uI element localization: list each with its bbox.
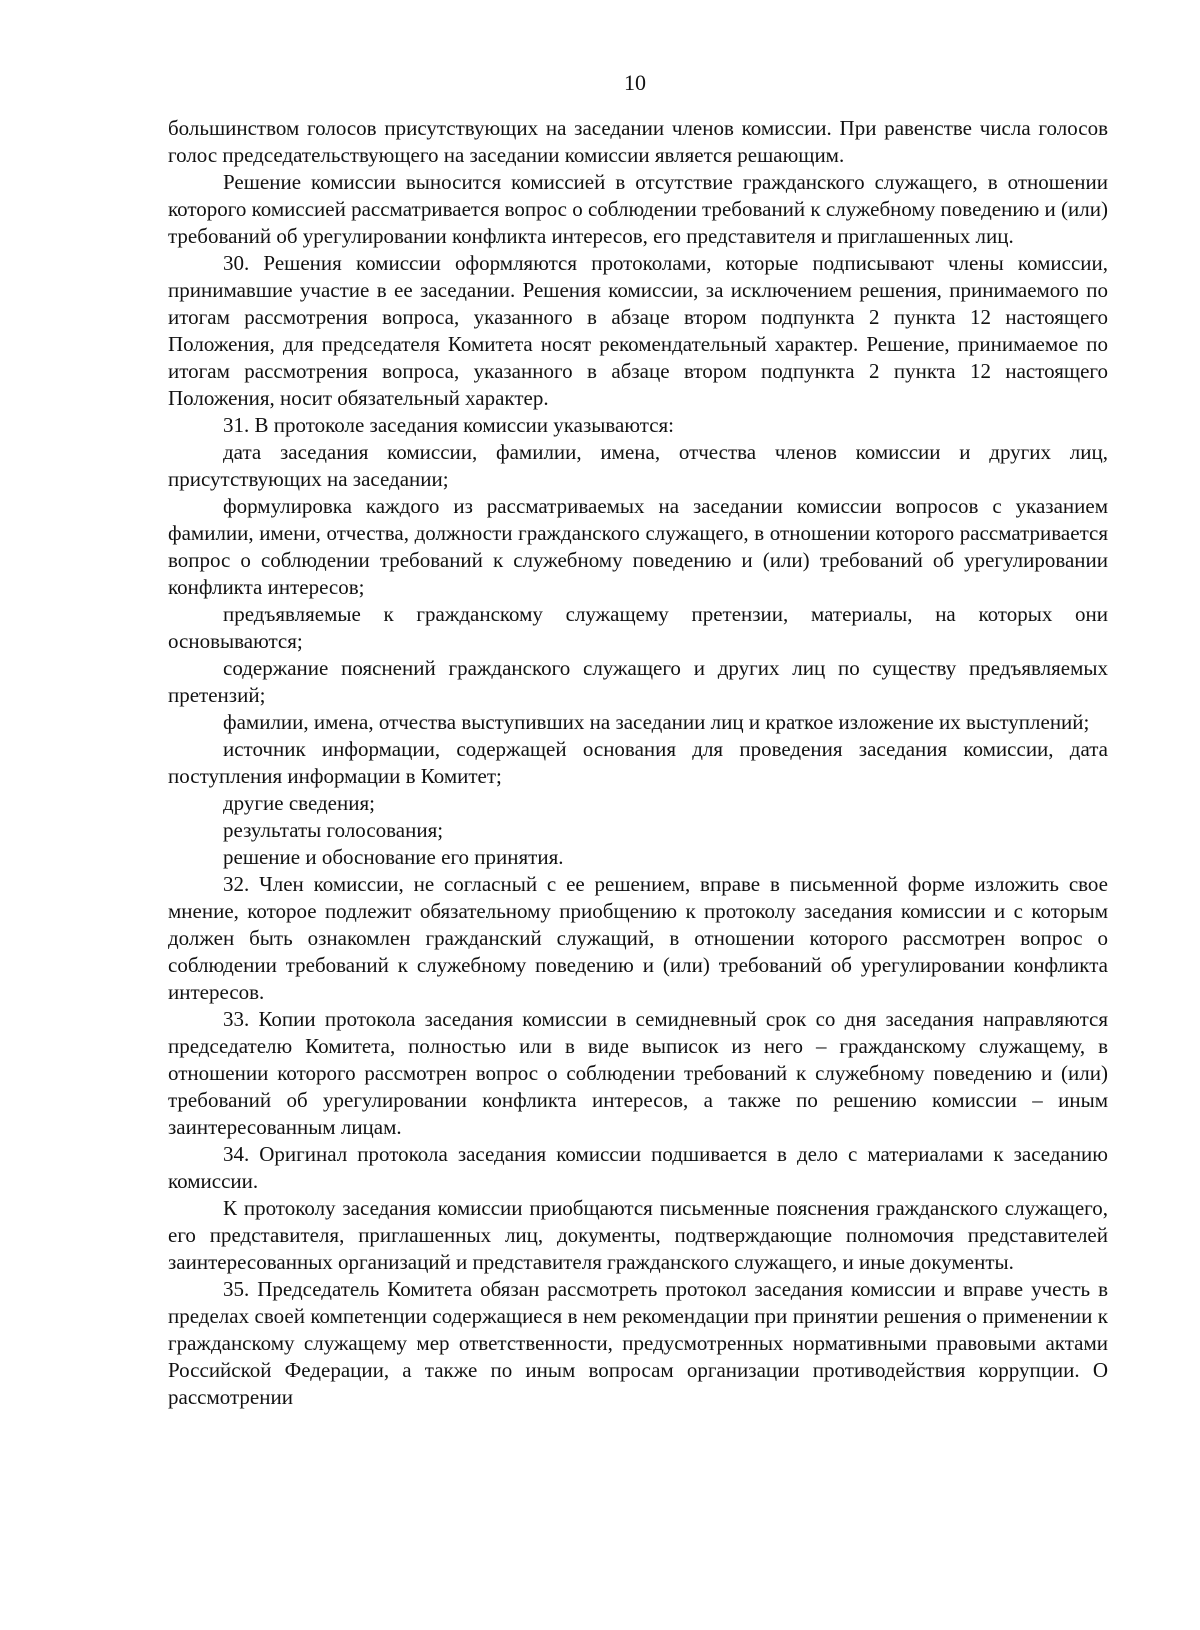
list-item-claims: предъявляемые к гражданскому служащему претензии, материалы, на которых они основываются;: [168, 602, 1108, 653]
paragraph-decision-absence: Решение комиссии выносится комиссией в отсутствие гражданского служащего, в отношении которого комиссией рассматривается вопрос о соблюдении требований к служебному поведению и (или) требований об урегулировании конфликта интересов, его представителя и приглашенных лиц.: [168, 170, 1108, 248]
document-body: [168, 115, 1108, 1411]
list-item-question-wording: формулировка каждого из рассматриваемых на заседании комиссии вопросов с указанием фамилии, имени, отчества, должности гражданского служащего, в отношении которого рассматривается вопрос о соблюдении требований к служебному поведению и (или) требований об урегулировании конфликта интересов;: [168, 494, 1108, 599]
list-item-voting-results: результаты голосования;: [223, 818, 444, 842]
list-item-meeting-date: дата заседания комиссии, фамилии, имена, отчества членов комиссии и других лиц, присутствующих на заседании;: [168, 440, 1108, 491]
paragraph-item-31: 31. В протоколе заседания комиссии указываются:: [223, 413, 675, 437]
list-item-explanations: содержание пояснений гражданского служащего и других лиц по существу предъявляемых претензий;: [168, 656, 1108, 707]
paragraph-item-34: 34. Оригинал протокола заседания комиссии подшивается в дело с материалами к заседанию комиссии.: [168, 1142, 1108, 1193]
paragraph-item-33: 33. Копии протокола заседания комиссии в семидневный срок со дня заседания направляются председателю Комитета, полностью или в виде выписок из него – гражданскому служащему, в отношении которого рассмотрен вопрос о соблюдении требований к служебному поведению и (или) требований об урегулировании конфликта интересов, а также по решению комиссии – иным заинтересованным лицам.: [168, 1007, 1108, 1139]
paragraph-voting-majority: большинством голосов присутствующих на заседании членов комиссии. При равенстве числа голосов голос председательствующего на заседании комиссии является решающим.: [168, 116, 1108, 167]
paragraph-attachments: К протоколу заседания комиссии приобщаются письменные пояснения гражданского служащего, его представителя, приглашенных лиц, документы, подтверждающие полномочия представителей заинтересованных организаций и представителя гражданского служащего, и иные документы.: [168, 1196, 1108, 1274]
paragraph-item-32: 32. Член комиссии, не согласный с ее решением, вправе в письменной форме изложить свое мнение, которое подлежит обязательному приобщению к протоколу заседания комиссии и с которым должен быть ознакомлен гражданский служащий, в отношении которого рассмотрен вопрос о соблюдении требований к служебному поведению и (или) требований об урегулировании конфликта интересов.: [168, 872, 1108, 1004]
list-item-info-source: источник информации, содержащей основания для проведения заседания комиссии, дата поступления информации в Комитет;: [168, 737, 1108, 788]
list-item-decision: решение и обоснование его принятия.: [223, 845, 564, 869]
page-number: 10: [624, 70, 646, 95]
paragraph-item-30: 30. Решения комиссии оформляются протоколами, которые подписывают члены комиссии, принимавшие участие в ее заседании. Решения комиссии, за исключением решения, принимаемого по итогам рассмотрения вопроса, указанного в абзаце втором подпункта 2 пункта 12 настоящего Положения, для председателя Комитета носят рекомендательный характер. Решение, принимаемое по итогам рассмотрения вопроса, указанного в абзаце втором подпункта 2 пункта 12 настоящего Положения, носит обязательный характер.: [168, 251, 1108, 410]
list-item-speakers: фамилии, имена, отчества выступивших на заседании лиц и краткое изложение их выступлений;: [223, 710, 1090, 734]
paragraph-item-35: 35. Председатель Комитета обязан рассмотреть протокол заседания комиссии и вправе учесть в пределах своей компетенции содержащиеся в нем рекомендации при принятии решения о применении к гражданскому служащему мер ответственности, предусмотренных нормативными правовыми актами Российской Федерации, а также по иным вопросам организации противодействия коррупции. О рассмотрении: [168, 1277, 1108, 1409]
list-item-other-info: другие сведения;: [223, 791, 375, 815]
